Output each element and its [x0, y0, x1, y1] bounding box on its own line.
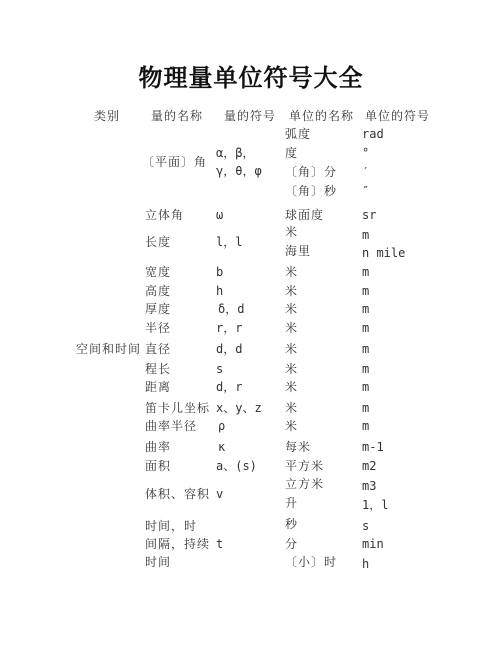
unit-name-radius-of-curvature: 米: [285, 419, 299, 433]
unit-name-litre: 升: [285, 496, 299, 510]
symbol-height: h: [216, 284, 224, 298]
header-quantity-symbol: 量的符号: [224, 109, 277, 123]
symbol-thickness: δ，d: [218, 302, 245, 316]
category-space-time: 空间和时间: [76, 342, 142, 356]
symbol-solid-angle: ω: [216, 208, 224, 222]
quantity-cartesian: 笛卡儿坐标: [145, 401, 211, 415]
symbol-plane-angle-1: α，β，: [216, 146, 255, 160]
unit-symbol-cartesian: m: [362, 401, 370, 415]
unit-symbol-sr: sr: [362, 208, 377, 222]
symbol-curvature: κ: [218, 440, 226, 454]
quantity-breadth: 宽度: [145, 265, 172, 279]
symbol-time: t: [216, 537, 224, 551]
quantity-diameter: 直径: [145, 342, 172, 356]
unit-name-per-metre: 每米: [285, 440, 312, 454]
quantity-thickness: 厚度: [145, 302, 172, 316]
symbol-breadth: b: [216, 265, 224, 279]
unit-name-radius: 米: [285, 321, 299, 335]
quantity-height: 高度: [145, 284, 172, 298]
unit-symbol-per-metre: m-1: [362, 440, 384, 454]
unit-name-second: 秒: [285, 517, 299, 531]
unit-symbol-m: m: [362, 228, 370, 242]
unit-name-nautical-mile: 海里: [285, 244, 312, 258]
unit-symbol-height: m: [362, 284, 370, 298]
unit-symbol-litre: 1，l: [362, 498, 389, 512]
unit-symbol-hour: h: [362, 557, 370, 571]
unit-name-steradian: 球面度: [285, 208, 325, 222]
unit-name-metre: 米: [285, 225, 299, 239]
quantity-curvature: 曲率: [145, 440, 172, 454]
unit-symbol-breadth: m: [362, 265, 370, 279]
quantity-radius-of-curvature: 曲率半径: [145, 419, 198, 433]
unit-symbol-square-metre: m2: [362, 459, 377, 473]
unit-name-cubic-metre: 立方米: [285, 477, 325, 491]
symbol-length: l，l: [216, 235, 243, 249]
unit-symbol-minute: min: [362, 537, 384, 551]
symbol-radius-of-curvature: ρ: [218, 419, 226, 433]
unit-name-cartesian: 米: [285, 401, 299, 415]
header-category: 类别: [94, 109, 121, 123]
unit-symbol-radius: m: [362, 321, 370, 335]
unit-symbol-arcsecond: ″: [362, 184, 370, 198]
unit-name-hour: 〔小〕时: [285, 555, 338, 569]
unit-name-breadth: 米: [285, 265, 299, 279]
quantity-plane-angle: 〔平面〕角: [142, 155, 208, 169]
unit-symbol-degree: °: [362, 146, 370, 160]
unit-name-height: 米: [285, 284, 299, 298]
unit-symbol-radius-of-curvature: m: [362, 419, 370, 433]
quantity-solid-angle: 立体角: [145, 208, 185, 222]
header-unit-name: 单位的名称: [289, 109, 355, 123]
symbol-cartesian: x、y、z: [216, 401, 262, 415]
symbol-radius: r，r: [216, 321, 243, 335]
quantity-length: 长度: [145, 235, 172, 249]
unit-symbol-cubic-metre: m3: [362, 479, 377, 493]
unit-symbol-rad: rad: [362, 127, 384, 141]
unit-name-distance: 米: [285, 380, 299, 394]
unit-symbol-arcminute: ′: [362, 165, 370, 179]
symbol-diameter: d，d: [216, 342, 243, 356]
unit-symbol-diameter: m: [362, 342, 370, 356]
unit-name-thickness: 米: [285, 302, 299, 316]
unit-name-minute: 分: [285, 537, 299, 551]
symbol-path-length: s: [216, 362, 224, 376]
header-unit-symbol: 单位的符号: [365, 109, 431, 123]
symbol-distance: d，r: [216, 380, 243, 394]
unit-name-degree: 度: [285, 146, 299, 160]
unit-symbol-distance: m: [362, 380, 370, 394]
symbol-plane-angle-2: γ，θ，φ: [216, 164, 262, 178]
unit-name-diameter: 米: [285, 342, 299, 356]
header-quantity-name: 量的名称: [151, 109, 204, 123]
quantity-time-line-2: 间隔，持续: [145, 537, 211, 551]
unit-name-arcminute: 〔角〕分: [285, 165, 338, 179]
page-title: 物理量单位符号大全: [138, 64, 364, 92]
quantity-time-line-1: 时间，时: [145, 519, 198, 533]
unit-symbol-nautical-mile: n mile: [362, 246, 406, 260]
quantity-distance: 距离: [145, 380, 172, 394]
unit-name-path-length: 米: [285, 362, 299, 376]
symbol-area: a、(s): [216, 459, 257, 473]
unit-symbol-path-length: m: [362, 362, 370, 376]
unit-symbol-second: s: [362, 519, 370, 533]
symbol-volume: v: [216, 487, 224, 501]
quantity-radius: 半径: [145, 321, 172, 335]
quantity-path-length: 程长: [145, 362, 172, 376]
quantity-area: 面积: [145, 459, 172, 473]
quantity-volume: 体积、容积: [145, 487, 211, 501]
unit-symbol-thickness: m: [362, 302, 370, 316]
unit-name-radian: 弧度: [285, 127, 312, 141]
unit-name-square-metre: 平方米: [285, 459, 325, 473]
quantity-time-line-3: 时间: [145, 555, 172, 569]
unit-name-arcsecond: 〔角〕秒: [285, 184, 338, 198]
